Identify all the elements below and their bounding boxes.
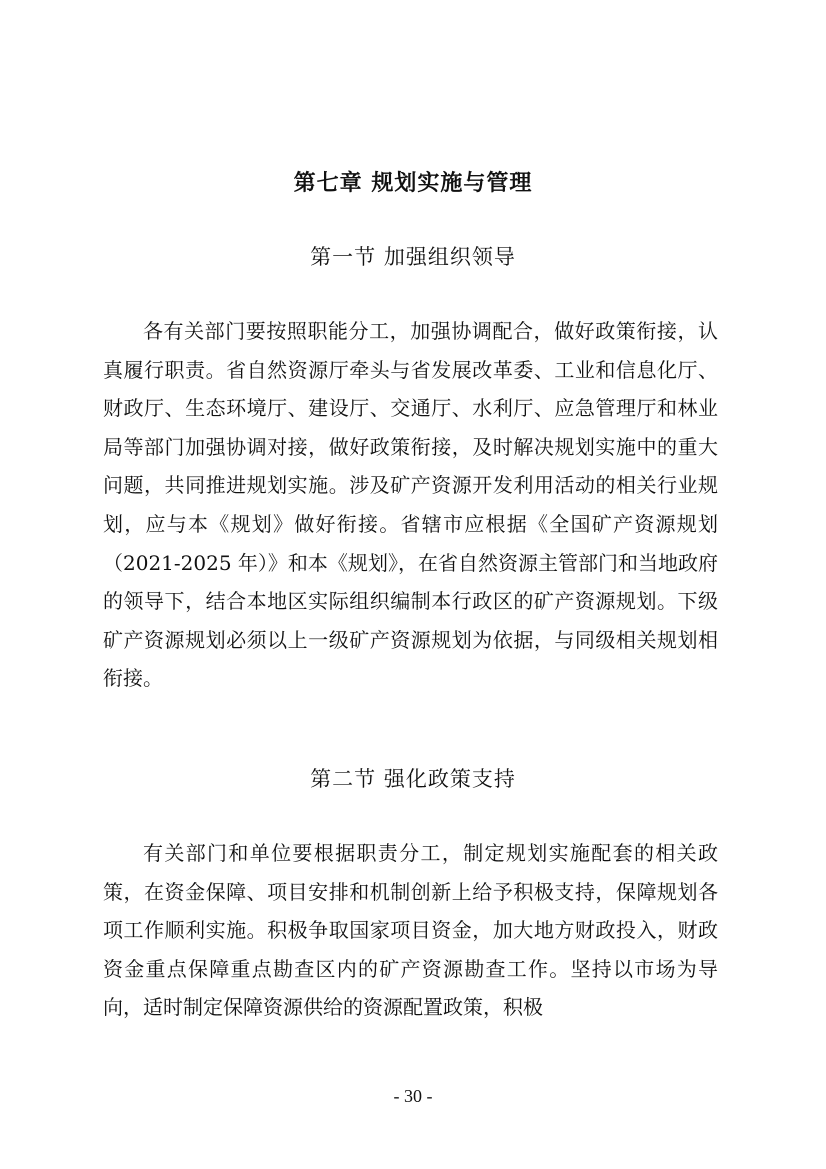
- page-number: - 30 -: [393, 1086, 433, 1106]
- chapter-title: 第七章 规划实施与管理: [293, 170, 533, 196]
- section-title-organization: 第一节 加强组织领导: [310, 245, 516, 269]
- section-paragraph-organization: 各有关部门要按照职能分工，加强协调配合，做好政策衔接，认真履行职责。省自然资源厅牵头与省发展改革委、工业和信息化厅、财政厅、生态环境厅、建设厅、交通厅、水利厅、应急管理厅和林业局等部门加强协调对接，做好政策衔接，及时解决规划实施中的重大问题，共同推进规划实施。涉及矿产资源开发利用活动的相关行业规划，应与本《规划》做好衔接。省辖市应根据《全国矿产资源规划（2021-2025 年）》和本《规划》，在省自然资源主管部门和当地政府的领导下，结合本地区实际组织编制本行政区的矿产资源规划。下级矿产资源规划必须以上一级矿产资源规划为依据，与同级相关规划相衔接。: [103, 319, 718, 691]
- section-paragraph-policy: 有关部门和单位要根据职责分工，制定规划实施配套的相关政策，在资金保障、项目安排和机制创新上给予积极支持，保障规划各项工作顺利实施。积极争取国家项目资金，加大地方财政投入，财政资金重点保障重点勘查区内的矿产资源勘查工作。坚持以市场为导向，适时制定保障资源供给的资源配置政策，积极: [103, 841, 718, 1020]
- section-title-policy: 第二节 强化政策支持: [310, 767, 516, 791]
